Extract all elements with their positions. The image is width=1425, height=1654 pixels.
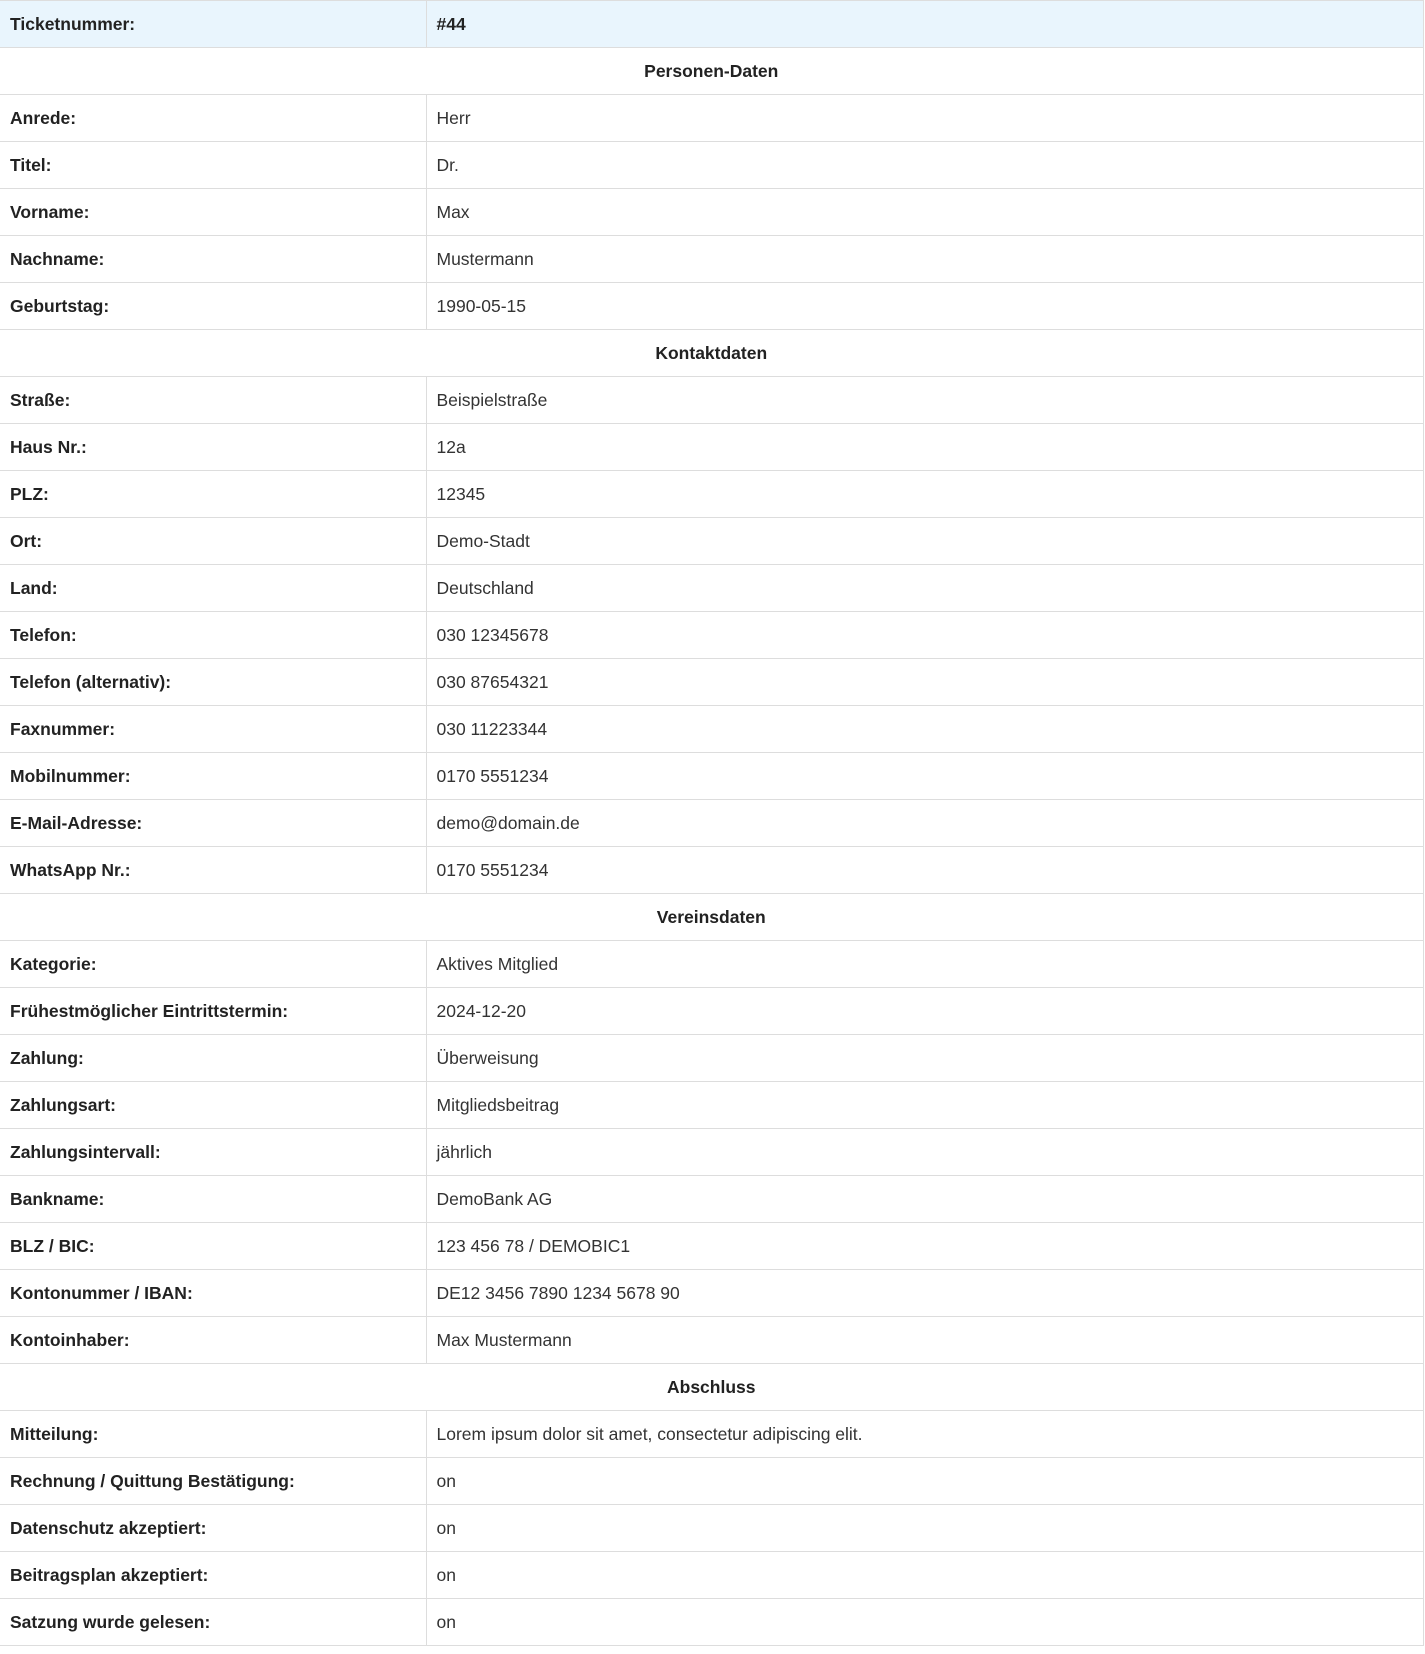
field-label: Mitteilung:	[0, 1411, 426, 1458]
field-label: WhatsApp Nr.:	[0, 847, 426, 894]
field-label: Kontonummer / IBAN:	[0, 1270, 426, 1317]
field-value: 0170 5551234	[426, 847, 1423, 894]
field-label: Telefon (alternativ):	[0, 659, 426, 706]
field-value: Demo-Stadt	[426, 518, 1423, 565]
field-label: Rechnung / Quittung Bestätigung:	[0, 1458, 426, 1505]
field-row	[0, 847, 1423, 894]
field-label: Titel:	[0, 142, 426, 189]
field-label: Geburtstag:	[0, 283, 426, 330]
field-label: Ort:	[0, 518, 426, 565]
field-row	[0, 1082, 1423, 1129]
field-row	[0, 800, 1423, 847]
field-value: Dr.	[426, 142, 1423, 189]
field-value: Max	[426, 189, 1423, 236]
ticket-number-row	[0, 1, 1423, 48]
field-value: Deutschland	[426, 565, 1423, 612]
field-value: 0170 5551234	[426, 753, 1423, 800]
field-value: jährlich	[426, 1129, 1423, 1176]
field-label: Zahlungsart:	[0, 1082, 426, 1129]
field-row	[0, 189, 1423, 236]
section-header-kontaktdaten	[0, 330, 1423, 377]
field-row	[0, 1035, 1423, 1082]
ticket-details-body	[0, 1, 1423, 1646]
field-row	[0, 988, 1423, 1035]
field-label: Haus Nr.:	[0, 424, 426, 471]
field-value: Überweisung	[426, 1035, 1423, 1082]
field-row	[0, 565, 1423, 612]
field-value: 123 456 78 / DEMOBIC1	[426, 1223, 1423, 1270]
field-row	[0, 1458, 1423, 1505]
field-value: Mustermann	[426, 236, 1423, 283]
field-label: Satzung wurde gelesen:	[0, 1599, 426, 1646]
field-value: DE12 3456 7890 1234 5678 90	[426, 1270, 1423, 1317]
field-row	[0, 753, 1423, 800]
field-row	[0, 1129, 1423, 1176]
field-value: on	[426, 1458, 1423, 1505]
field-row	[0, 1599, 1423, 1646]
field-value: Max Mustermann	[426, 1317, 1423, 1364]
field-value: 030 11223344	[426, 706, 1423, 753]
field-label: E-Mail-Adresse:	[0, 800, 426, 847]
section-title: Kontaktdaten	[0, 330, 1423, 377]
field-label: Land:	[0, 565, 426, 612]
field-row	[0, 518, 1423, 565]
field-value: DemoBank AG	[426, 1176, 1423, 1223]
field-row	[0, 1411, 1423, 1458]
field-label: Frühestmöglicher Eintrittstermin:	[0, 988, 426, 1035]
field-row	[0, 283, 1423, 330]
field-row	[0, 941, 1423, 988]
field-row	[0, 1552, 1423, 1599]
field-value: on	[426, 1552, 1423, 1599]
section-header-abschluss	[0, 1364, 1423, 1411]
field-value: 12345	[426, 471, 1423, 518]
field-label: Beitragsplan akzeptiert:	[0, 1552, 426, 1599]
field-value: on	[426, 1599, 1423, 1646]
field-row	[0, 377, 1423, 424]
field-value: 12a	[426, 424, 1423, 471]
field-value: 1990-05-15	[426, 283, 1423, 330]
ticket-number-label: Ticketnummer:	[0, 1, 426, 48]
field-label: Straße:	[0, 377, 426, 424]
field-label: Kategorie:	[0, 941, 426, 988]
field-label: Kontoinhaber:	[0, 1317, 426, 1364]
field-row	[0, 142, 1423, 189]
field-row	[0, 1270, 1423, 1317]
field-row	[0, 659, 1423, 706]
field-value: demo@domain.de	[426, 800, 1423, 847]
field-row	[0, 612, 1423, 659]
field-row	[0, 471, 1423, 518]
field-label: BLZ / BIC:	[0, 1223, 426, 1270]
field-row	[0, 1317, 1423, 1364]
field-row	[0, 236, 1423, 283]
field-value: 030 12345678	[426, 612, 1423, 659]
field-row	[0, 424, 1423, 471]
ticket-number-value: #44	[426, 1, 1423, 48]
field-row	[0, 1223, 1423, 1270]
field-row	[0, 1505, 1423, 1552]
field-label: Zahlungsintervall:	[0, 1129, 426, 1176]
field-value: Herr	[426, 95, 1423, 142]
field-value: Aktives Mitglied	[426, 941, 1423, 988]
field-value: Lorem ipsum dolor sit amet, consectetur adipiscing elit.	[426, 1411, 1423, 1458]
field-label: Vorname:	[0, 189, 426, 236]
field-row	[0, 706, 1423, 753]
section-header-vereinsdaten	[0, 894, 1423, 941]
field-label: Anrede:	[0, 95, 426, 142]
field-value: 2024-12-20	[426, 988, 1423, 1035]
field-label: Datenschutz akzeptiert:	[0, 1505, 426, 1552]
field-label: Nachname:	[0, 236, 426, 283]
field-label: Bankname:	[0, 1176, 426, 1223]
field-label: Faxnummer:	[0, 706, 426, 753]
field-label: PLZ:	[0, 471, 426, 518]
field-label: Zahlung:	[0, 1035, 426, 1082]
section-title: Abschluss	[0, 1364, 1423, 1411]
field-label: Telefon:	[0, 612, 426, 659]
field-value: on	[426, 1505, 1423, 1552]
field-row	[0, 1176, 1423, 1223]
field-value: Beispielstraße	[426, 377, 1423, 424]
section-title: Personen-Daten	[0, 48, 1423, 95]
field-row	[0, 95, 1423, 142]
field-value: Mitgliedsbeitrag	[426, 1082, 1423, 1129]
field-value: 030 87654321	[426, 659, 1423, 706]
section-title: Vereinsdaten	[0, 894, 1423, 941]
section-header-personen-daten	[0, 48, 1423, 95]
field-label: Mobilnummer:	[0, 753, 426, 800]
